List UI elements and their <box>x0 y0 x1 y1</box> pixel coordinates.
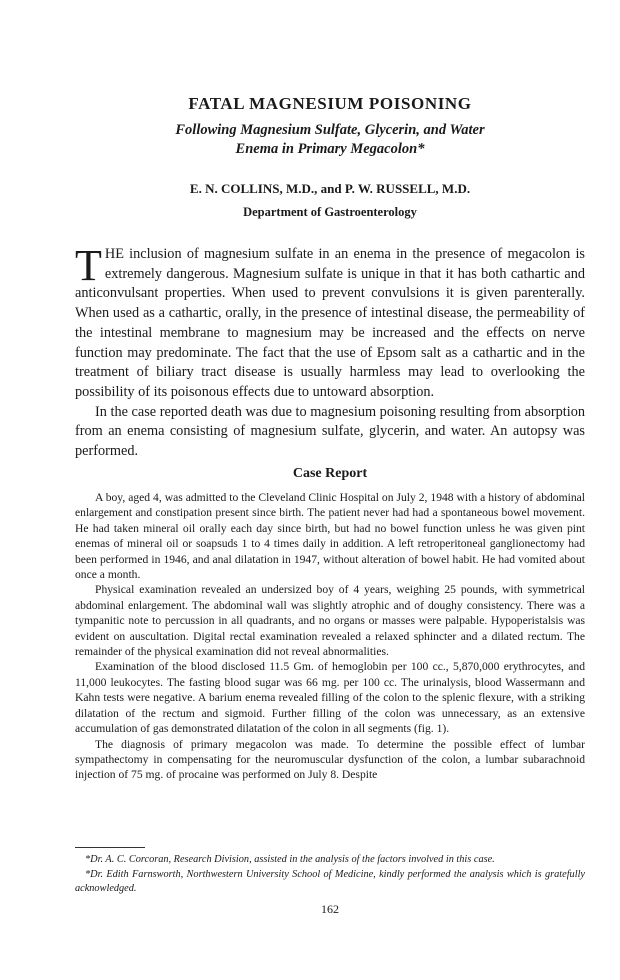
subtitle-line-1: Following Magnesium Sulfate, Glycerin, and Water <box>175 122 485 138</box>
introduction <box>75 241 585 462</box>
intro-paragraph-1-text: HE inclusion of magnesium sulfate in an enema in the presence of megacolon is extremely dangerous. Magnesium sulfate is unique in that it has both cathartic and anticonvulsant properties. When used to prevent convulsions it is given parenterally. When used as a cathartic, orally, in the presence of intestinal disease, the permeability of the intestinal membrane to magnesium may be increased and the effects on nerve function may predominate. The fact that the use of Epsom salt as a cathartic and in the treatment of biliary tract disease is usually harmless may lead to overlooking the possibility of its poisonous effects due to untoward absorption. <box>75 246 585 400</box>
section-heading-case-report: Case Report <box>292 466 368 481</box>
case-paragraph: A boy, aged 4, was admitted to the Cleveland Clinic Hospital on July 2, 1948 with a history of abdominal enlargement and constipation present since birth. The patient never had had a spontaneous bowel movement. He had taken mineral oil orally each day since birth, but had no bowel function unless he was given pint enemas of mineral oil or soapsuds 1 to 4 times daily in addition. A left retroperitoneal ganglionectomy had been performed in 1946, and anal dilatation in 1947, without alteration of bowel habit. He had vomited about once a month. <box>75 491 585 582</box>
case-paragraph: The diagnosis of primary megacolon was made. To determine the possible effect of lumbar sympathectomy in compensating for the neuromuscular dysfunction of the colon, a lumbar subarachnoid injection of 75 mg. of procaine was performed on July 8. Despite <box>75 737 585 782</box>
footnote: *Dr. Edith Farnsworth, Northwestern University School of Medicine, kindly performed the analysis which is gratefully acknowledged. <box>75 868 585 894</box>
footnotes <box>75 853 585 897</box>
drop-cap: T <box>75 241 102 290</box>
article-subtitle <box>75 121 585 159</box>
page-number: 162 <box>321 902 339 916</box>
article-title: FATAL MAGNESIUM POISONING <box>188 94 472 113</box>
subtitle-line-2: Enema in Primary Megacolon* <box>235 141 425 157</box>
footnote: *Dr. A. C. Corcoran, Research Division, assisted in the analysis of the factors involved in this case. <box>85 854 495 865</box>
case-paragraph: Physical examination revealed an undersized boy of 4 years, weighing 25 pounds, with symmetrical abdominal enlargement. The abdominal wall was slightly atrophic and of doughy consistency. There was a tympanitic note to percussion in all quadrants, and no organs or masses were palpable. Hypoperistalsis was evident on auscultation. Digital rectal examination revealed a relaxed sphincter and a dilated rectum. The remainder of the physical examination did not reveal abnormalities. <box>75 583 585 659</box>
footnote-divider <box>75 847 145 848</box>
case-report-body <box>75 490 585 783</box>
author-list: E. N. COLLINS, M.D., and P. W. RUSSELL, M.D. <box>189 181 471 196</box>
intro-paragraph-1 <box>75 241 585 403</box>
intro-paragraph-2: In the case reported death was due to magnesium poisoning resulting from absorption from an enema consisting of magnesium sulfate, glycerin, and water. An autopsy was performed. <box>75 403 585 460</box>
department-affiliation: Department of Gastroenterology <box>243 205 417 219</box>
case-paragraph: Examination of the blood disclosed 11.5 Gm. of hemoglobin per 100 cc., 5,870,000 erythrocytes, and 11,000 leukocytes. The fasting blood sugar was 66 mg. per 100 cc. The urinalysis, blood Wassermann and Kahn tests were negative. A barium enema revealed filling of the colon to the splenic flexure, with a striking dilatation of the rectum and sigmoid. Further filling of the colon was unnecessary, as an extensive accumulation of gas demonstrated dilatation of the colon in all segments (fig. 1). <box>75 660 585 736</box>
